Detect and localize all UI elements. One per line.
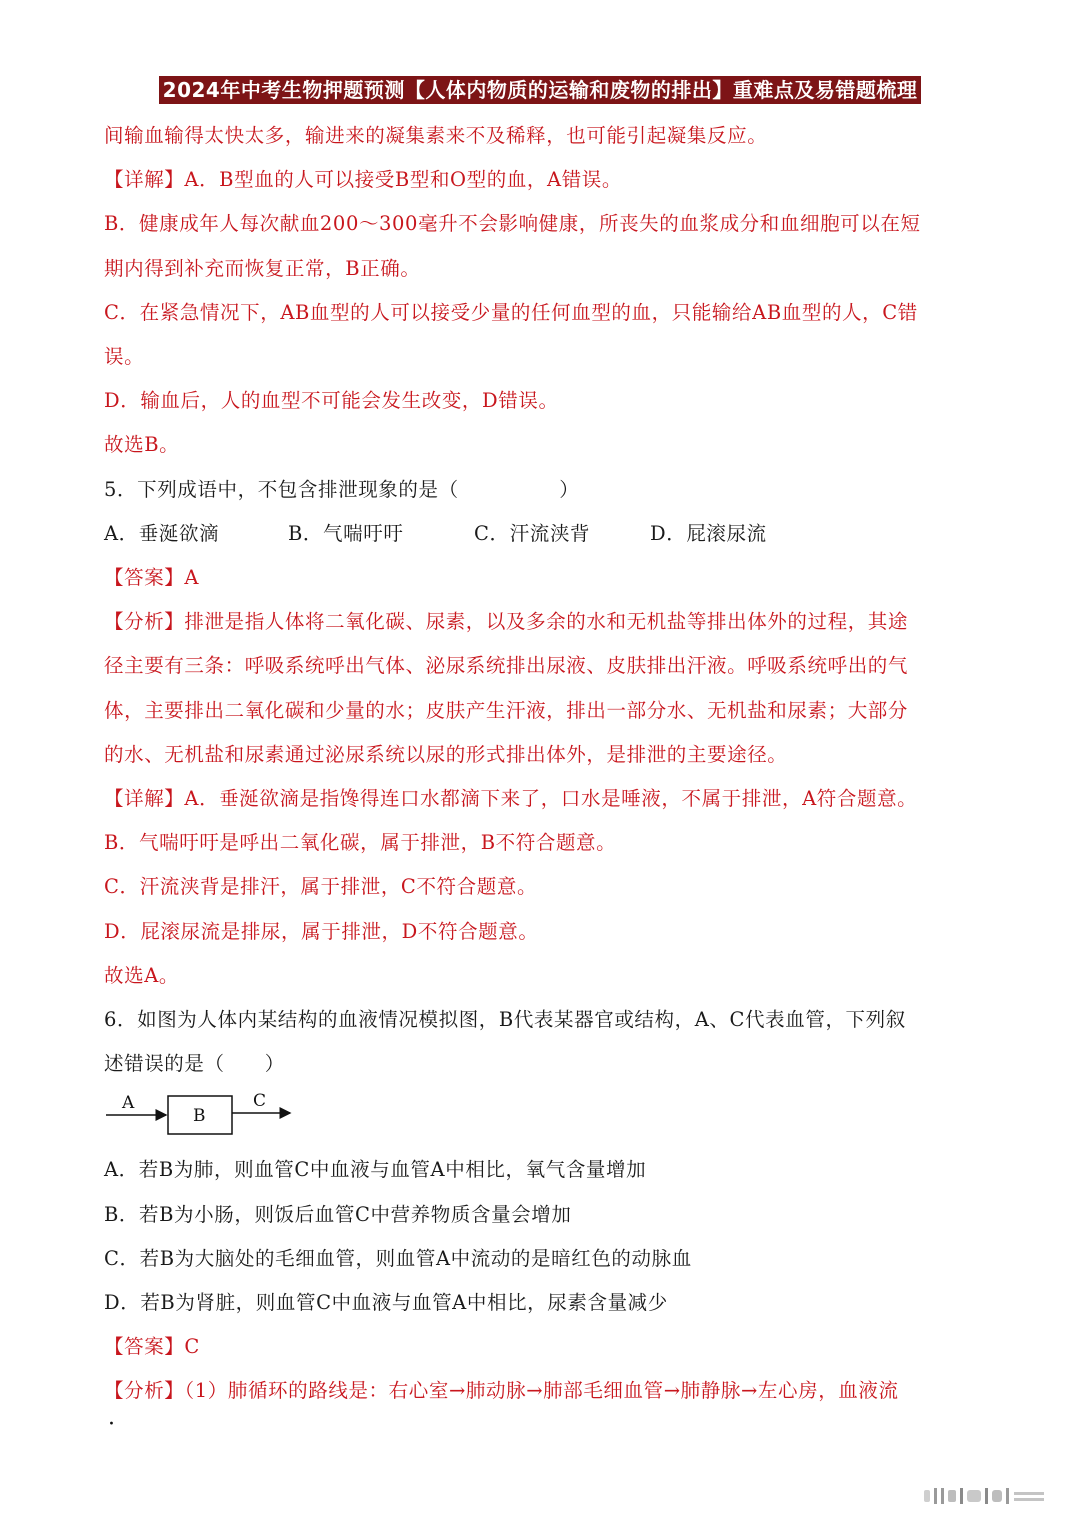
text-line: 【详解】A．B型血的人可以接受B型和O型的血，A错误。 <box>104 168 623 192</box>
vessel-a-label: A <box>122 1093 135 1114</box>
analysis-line: 【分析】排泄是指人体将二氧化碳、尿素，以及多余的水和无机盐等排出体外的过程，其途 <box>104 610 909 634</box>
detail-line: B．气喘吁吁是呼出二氧化碳，属于排泄，B不符合题意。 <box>104 831 617 855</box>
detail-line: C．汗流浃背是排汗，属于排泄，C不符合题意。 <box>104 875 538 899</box>
question-6-option-a: A．若B为肺，则血管C中血液与血管A中相比，氧气含量增加 <box>104 1158 647 1182</box>
question-5-choice: 故选A。 <box>104 963 179 987</box>
question-6-stem: 述错误的是（ ） <box>104 1052 285 1076</box>
text-line: 期内得到补充而恢复正常，B正确。 <box>104 256 421 280</box>
analysis-line: 的水、无机盐和尿素通过泌尿系统以尿的形式排出体外，是排泄的主要途径。 <box>104 742 788 766</box>
text-line: C．在紧急情况下，AB血型的人可以接受少量的任何血型的血，只能输给AB血型的人，C错 <box>104 300 918 324</box>
detail-line: 【详解】A．垂涎欲滴是指馋得连口水都滴下来了，口水是唾液，不属于排泄，A符合题意。 <box>104 787 918 811</box>
question-6-answer: 【答案】C <box>104 1335 200 1359</box>
question-6-option-b: B．若B为小肠，则饭后血管C中营养物质含量会增加 <box>104 1202 572 1226</box>
analysis-line: 体，主要排出二氧化碳和少量的水；皮肤产生汗液，排出一部分水、无机盐和尿素；大部分 <box>104 698 909 722</box>
stray-dot: · <box>108 1412 115 1437</box>
page-header <box>0 76 1080 104</box>
option-b: B．气喘吁吁 <box>288 521 404 545</box>
blood-flow-diagram <box>104 1086 984 1148</box>
document-body <box>104 114 984 1414</box>
question-6-option-d: D．若B为肾脏，则血管C中血液与血管A中相比，尿素含量减少 <box>104 1291 668 1315</box>
watermark-icon <box>920 1486 1060 1506</box>
option-a: A．垂涎欲滴 <box>104 521 220 545</box>
question-5-options <box>104 512 984 556</box>
organ-b-label: B <box>193 1106 206 1127</box>
question-6-option-c: C．若B为大脑处的毛细血管，则血管A中流动的是暗红色的动脉血 <box>104 1246 692 1270</box>
text-line: B．健康成年人每次献血200～300毫升不会影响健康，所丧失的血浆成分和血细胞可以在短 <box>104 212 921 236</box>
detail-line: D．屁滚尿流是排尿，属于排泄，D不符合题意。 <box>104 919 539 943</box>
question-5-stem: 5．下列成语中，不包含排泄现象的是（ ） <box>104 477 580 501</box>
question-6-stem: 6．如图为人体内某结构的血液情况模拟图，B代表某器官或结构，A、C代表血管，下列叙 <box>104 1008 906 1032</box>
text-line: 故选B。 <box>104 433 180 457</box>
question-5-answer: 【答案】A <box>104 566 200 590</box>
text-line: 误。 <box>104 345 145 369</box>
analysis-line: 【分析】（1）肺循环的路线是：右心室→肺动脉→肺部毛细血管→肺静脉→左心房，血液流 <box>104 1379 899 1403</box>
analysis-line: 径主要有三条：呼吸系统呼出气体、泌尿系统排出尿液、皮肤排出汗液。呼吸系统呼出的气 <box>104 654 909 678</box>
vessel-c-label: C <box>253 1092 267 1112</box>
text-line: 间输血输得太快太多，输进来的凝集素来不及稀释，也可能引起凝集反应。 <box>104 124 768 147</box>
option-c: C．汗流浃背 <box>474 521 591 545</box>
header-title: 2024年中考生物押题预测【人体内物质的运输和废物的排出】重难点及易错题梳理 <box>159 76 922 104</box>
option-d: D．屁滚尿流 <box>650 521 767 545</box>
text-line: D．输血后，人的血型不可能会发生改变，D错误。 <box>104 389 559 413</box>
